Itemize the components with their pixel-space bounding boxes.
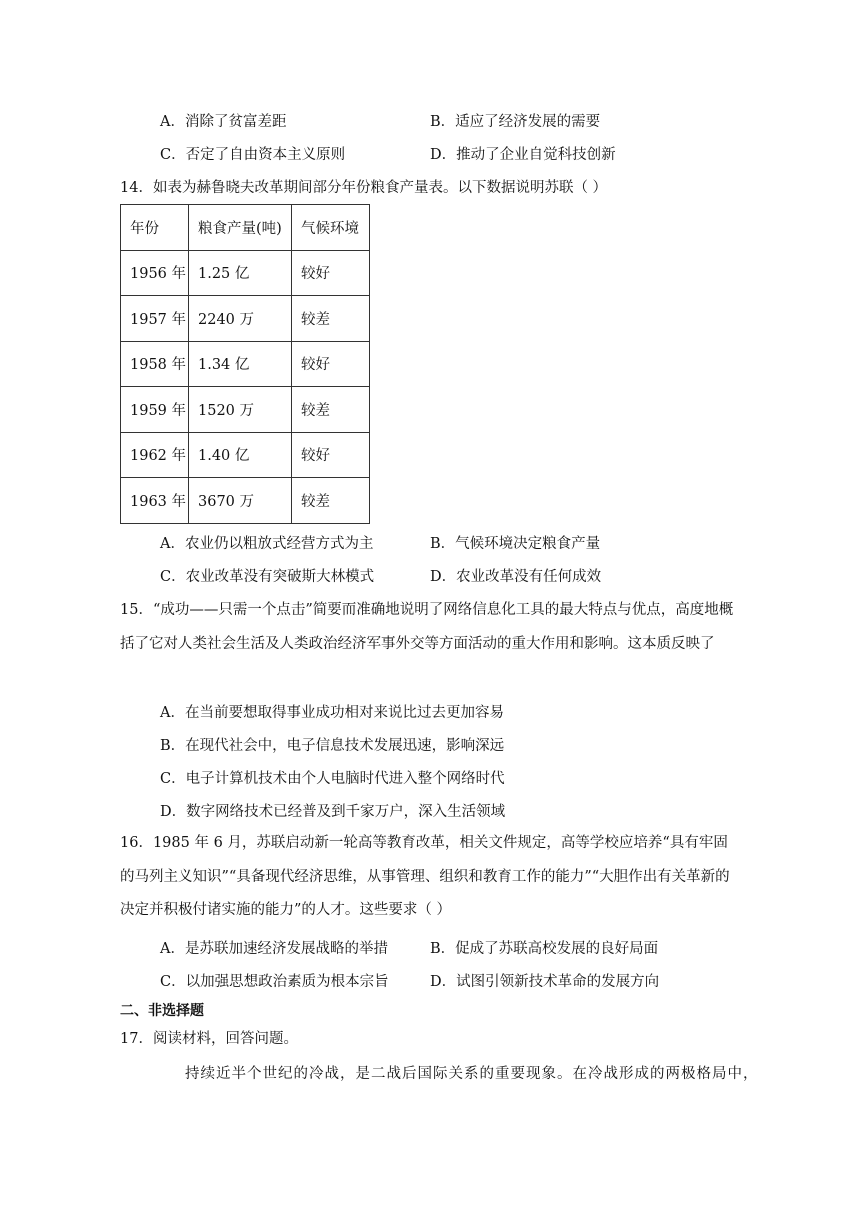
- table-cell: 较好: [292, 432, 370, 478]
- q16-option-c: C．以加强思想政治素质为根本宗旨: [160, 974, 389, 990]
- q16-option-d: D．试图引领新技术革命的发展方向: [430, 974, 660, 990]
- table-cell: 较差: [292, 478, 370, 524]
- table-cell: 1956 年: [121, 250, 189, 296]
- table-cell: 较好: [292, 341, 370, 387]
- q13-option-c: C．否定了自由资本主义原则: [160, 147, 346, 163]
- table-cell: 1520 万: [189, 387, 292, 433]
- table-cell: 1957 年: [121, 296, 189, 342]
- q14-option-b: B．气候环境决定粮食产量: [430, 536, 601, 552]
- table-cell: 较差: [292, 387, 370, 433]
- table-row: [121, 478, 370, 524]
- q14-option-a: A．农业仍以粗放式经营方式为主: [160, 536, 374, 552]
- table-cell: 1.25 亿: [189, 250, 292, 296]
- q13-option-d: D．推动了企业自觉科技创新: [430, 147, 616, 163]
- table-cell: 1959 年: [121, 387, 189, 433]
- q13-option-a: A．消除了贫富差距: [160, 114, 287, 130]
- table-cell: 2240 万: [189, 296, 292, 342]
- table-header-row: [121, 205, 370, 251]
- table-header-cell: 气候环境: [292, 205, 370, 251]
- q14-stem: 14．如表为赫鲁晓夫改革期间部分年份粮食产量表。以下数据说明苏联（ ）: [120, 180, 608, 196]
- table-row: [121, 387, 370, 433]
- q16-option-a: A．是苏联加速经济发展战略的举措: [160, 941, 388, 957]
- table-cell: 较差: [292, 296, 370, 342]
- q15-option-b: B．在现代社会中，电子信息技术发展迅速，影响深远: [160, 738, 505, 754]
- q17-stem: 17．阅读材料，回答问题。: [120, 1031, 298, 1047]
- table-cell: 3670 万: [189, 478, 292, 524]
- table-row: [121, 341, 370, 387]
- q13-option-b: B．适应了经济发展的需要: [430, 114, 601, 130]
- q15-option-d: D．数字网络技术已经普及到千家万户，深入生活领域: [160, 804, 506, 820]
- q15-stem: 15．“成功——只需一个点击”简要而准确地说明了网络信息化工具的最大特点与优点，高度地概括了它对人类社会生活及人类政治经济军事外交等方面活动的重大作用和影响。这本质反映了: [120, 602, 734, 652]
- table-header-cell: 年份: [121, 205, 189, 251]
- section-title: 二、非选择题: [120, 1003, 204, 1019]
- table-header-cell: 粮食产量(吨): [189, 205, 292, 251]
- table-cell: 1.40 亿: [189, 432, 292, 478]
- table-row: [121, 250, 370, 296]
- q15-option-a: A．在当前要想取得事业成功相对来说比过去更加容易: [160, 705, 504, 721]
- table-row: [121, 432, 370, 478]
- table-cell: 1.34 亿: [189, 341, 292, 387]
- q14-option-c: C．农业改革没有突破斯大林模式: [160, 569, 375, 585]
- table-cell: 1958 年: [121, 341, 189, 387]
- q16-option-b: B．促成了苏联高校发展的良好局面: [430, 941, 659, 957]
- table-cell: 1963 年: [121, 478, 189, 524]
- grain-output-table: [120, 204, 370, 524]
- q14-option-d: D．农业改革没有任何成效: [430, 569, 602, 585]
- table-row: [121, 296, 370, 342]
- table-cell: 较好: [292, 250, 370, 296]
- q15-option-c: C．电子计算机技术由个人电脑时代进入整个网络时代: [160, 771, 505, 787]
- table-cell: 1962 年: [121, 432, 189, 478]
- q17-material-text: 持续近半个世纪的冷战，是二战后国际关系的重要现象。在冷战形成的两极格局中，: [185, 1066, 759, 1082]
- q16-stem: 16．1985 年 6 月，苏联启动新一轮高等教育改革，相关文件规定，高等学校应培养“具有牢固的马列主义知识”“具备现代经济思维，从事管理、组织和教育工作的能力”“大胆作出有关革新的决定并积极付诸实施的能力”的人才。这些要求（ ）: [120, 835, 730, 918]
